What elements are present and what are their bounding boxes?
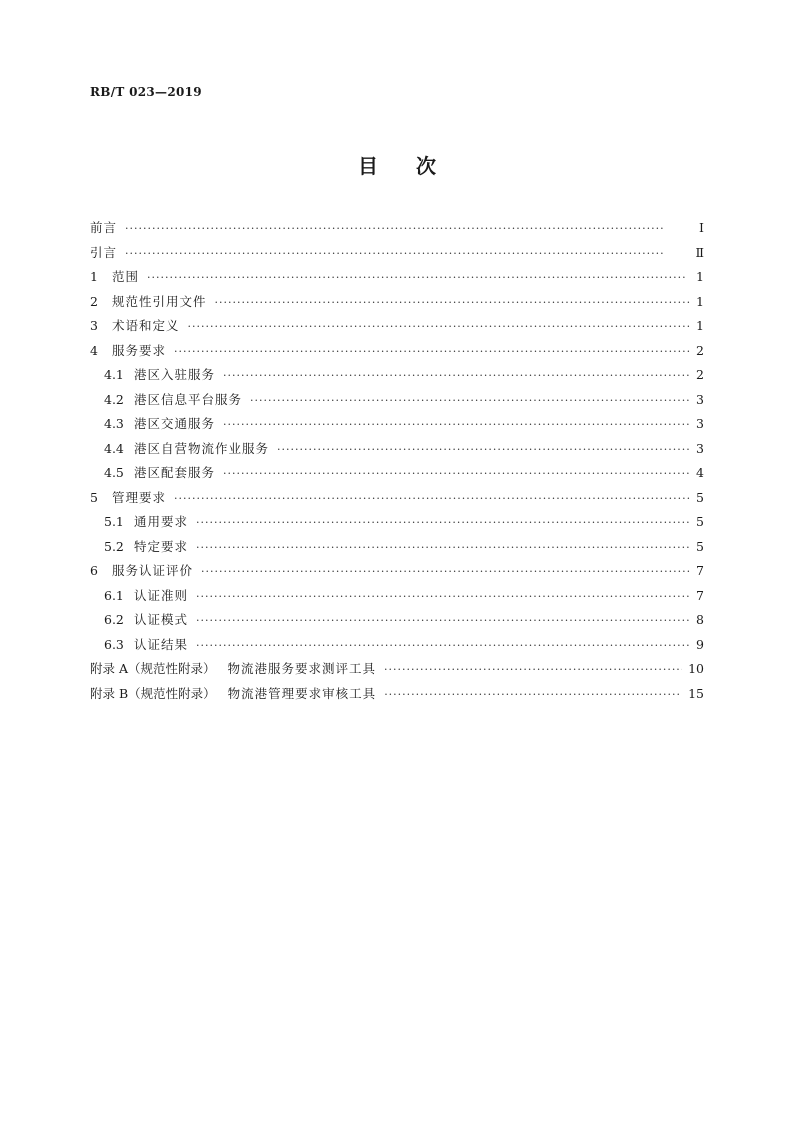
toc-entry-page: 3 — [696, 440, 704, 456]
dot-leader — [384, 658, 682, 683]
toc-entry-number: 6 — [90, 563, 98, 578]
toc-entry-6-3[interactable] — [90, 633, 704, 658]
toc-entry-page: 7 — [696, 563, 704, 578]
toc-entry-number: 5.1 — [104, 514, 124, 529]
toc-entry-title: 通用要求 — [134, 514, 189, 529]
toc-entry-number: 4.3 — [104, 416, 124, 431]
toc-entry-4-1[interactable] — [90, 363, 704, 388]
dot-leader — [384, 683, 682, 708]
toc-entry-title: 引言 — [90, 244, 118, 260]
toc-entry-title: 术语和定义 — [112, 318, 180, 333]
toc-entry-5-1[interactable] — [90, 510, 704, 535]
dot-leader — [223, 413, 690, 438]
toc-entry-title: 服务要求 — [112, 342, 167, 358]
dot-leader — [174, 340, 690, 365]
toc-entry-page: Ⅱ — [695, 244, 704, 260]
dot-leader — [201, 560, 690, 585]
toc-entry-6-1[interactable] — [90, 584, 704, 609]
dot-leader — [250, 389, 690, 414]
toc-entry-title: 港区自营物流作业服务 — [134, 440, 270, 456]
toc-entry-title: 管理要求 — [112, 489, 167, 505]
toc-entry-title: 规范性引用文件 — [112, 293, 207, 309]
toc-entry-title: 港区信息平台服务 — [134, 391, 243, 407]
dot-leader — [147, 266, 690, 291]
toc-annex-label: 附录 B（规范性附录） — [90, 685, 216, 701]
dot-leader — [277, 438, 690, 463]
toc-entry-title: 港区入驻服务 — [134, 367, 216, 382]
toc-entry-title: 港区配套服务 — [134, 465, 216, 480]
toc-entry-number: 4.5 — [104, 465, 124, 480]
toc-entry-number: 4.1 — [104, 367, 124, 382]
toc-entry-page: 9 — [696, 636, 704, 652]
toc-entry-page: Ⅰ — [699, 220, 704, 235]
toc-entry-certification-evaluation[interactable] — [90, 559, 704, 584]
toc-entry-title: 物流港服务要求测评工具 — [227, 661, 377, 676]
toc-entry-number: 4.4 — [104, 440, 124, 456]
toc-entry-management-requirements[interactable] — [90, 486, 704, 511]
toc-entry-title: 认证模式 — [134, 612, 189, 627]
toc-entry-page: 3 — [696, 416, 704, 431]
toc-entry-page: 10 — [688, 661, 704, 676]
dot-leader — [196, 536, 690, 561]
document-code: RB/T 023—2019 — [90, 85, 202, 99]
toc-entry-page: 1 — [696, 318, 704, 333]
toc-entry-4-4[interactable] — [90, 437, 704, 462]
toc-entry-page: 5 — [696, 489, 704, 505]
toc-entry-page: 3 — [696, 391, 704, 407]
toc-entry-4-2[interactable] — [90, 388, 704, 413]
toc-entry-page: 7 — [696, 587, 704, 603]
toc-entry-title: 港区交通服务 — [134, 416, 216, 431]
toc-entry-introduction[interactable] — [90, 241, 704, 266]
toc-entry-title: 物流港管理要求审核工具 — [227, 685, 377, 701]
toc-entry-title: 范围 — [112, 269, 140, 284]
toc-entry-title: 服务认证评价 — [112, 563, 194, 578]
toc-entry-number: 2 — [90, 293, 98, 309]
toc-entry-annex-a[interactable] — [90, 657, 704, 682]
toc-entry-title: 认证结果 — [134, 636, 189, 652]
dot-leader — [223, 462, 690, 487]
dot-leader — [196, 511, 690, 536]
toc-entry-normative-references[interactable] — [90, 290, 704, 315]
toc-entry-page: 1 — [696, 293, 704, 309]
toc-entry-annex-b[interactable] — [90, 682, 704, 707]
toc-entry-title: 认证准则 — [134, 587, 189, 603]
toc-entry-terms[interactable] — [90, 314, 704, 339]
toc-entry-page: 4 — [696, 465, 704, 480]
dot-leader — [215, 291, 690, 316]
toc-entry-number: 6.1 — [104, 587, 124, 603]
toc-entry-page: 5 — [696, 514, 704, 529]
toc-entry-number: 1 — [90, 269, 98, 284]
page-title: 目次 — [358, 154, 474, 178]
toc-entry-title: 特定要求 — [134, 538, 189, 554]
dot-leader — [125, 242, 689, 267]
table-of-contents — [90, 216, 704, 706]
toc-entry-scope[interactable] — [90, 265, 704, 290]
dot-leader — [125, 217, 690, 242]
toc-entry-page: 15 — [688, 685, 704, 701]
toc-entry-page: 1 — [696, 269, 704, 284]
toc-entry-page: 2 — [696, 367, 704, 382]
dot-leader — [196, 634, 690, 659]
dot-leader — [223, 364, 690, 389]
toc-entry-number: 4 — [90, 342, 98, 358]
toc-annex-label: 附录 A（规范性附录） — [90, 661, 216, 676]
dot-leader — [196, 609, 690, 634]
toc-entry-page: 8 — [696, 612, 704, 627]
toc-entry-6-2[interactable] — [90, 608, 704, 633]
toc-entry-4-3[interactable] — [90, 412, 704, 437]
toc-entry-number: 6.3 — [104, 636, 124, 652]
toc-entry-page: 2 — [696, 342, 704, 358]
toc-entry-service-requirements[interactable] — [90, 339, 704, 364]
toc-entry-number: 4.2 — [104, 391, 124, 407]
toc-entry-number: 5.2 — [104, 538, 124, 554]
toc-entry-5-2[interactable] — [90, 535, 704, 560]
dot-leader — [196, 585, 690, 610]
toc-entry-number: 6.2 — [104, 612, 124, 627]
dot-leader — [174, 487, 690, 512]
dot-leader — [188, 315, 690, 340]
toc-entry-title: 前言 — [90, 220, 118, 235]
toc-entry-page: 5 — [696, 538, 704, 554]
toc-entry-number: 3 — [90, 318, 98, 333]
toc-entry-foreword[interactable] — [90, 216, 704, 241]
toc-entry-number: 5 — [90, 489, 98, 505]
toc-entry-4-5[interactable] — [90, 461, 704, 486]
